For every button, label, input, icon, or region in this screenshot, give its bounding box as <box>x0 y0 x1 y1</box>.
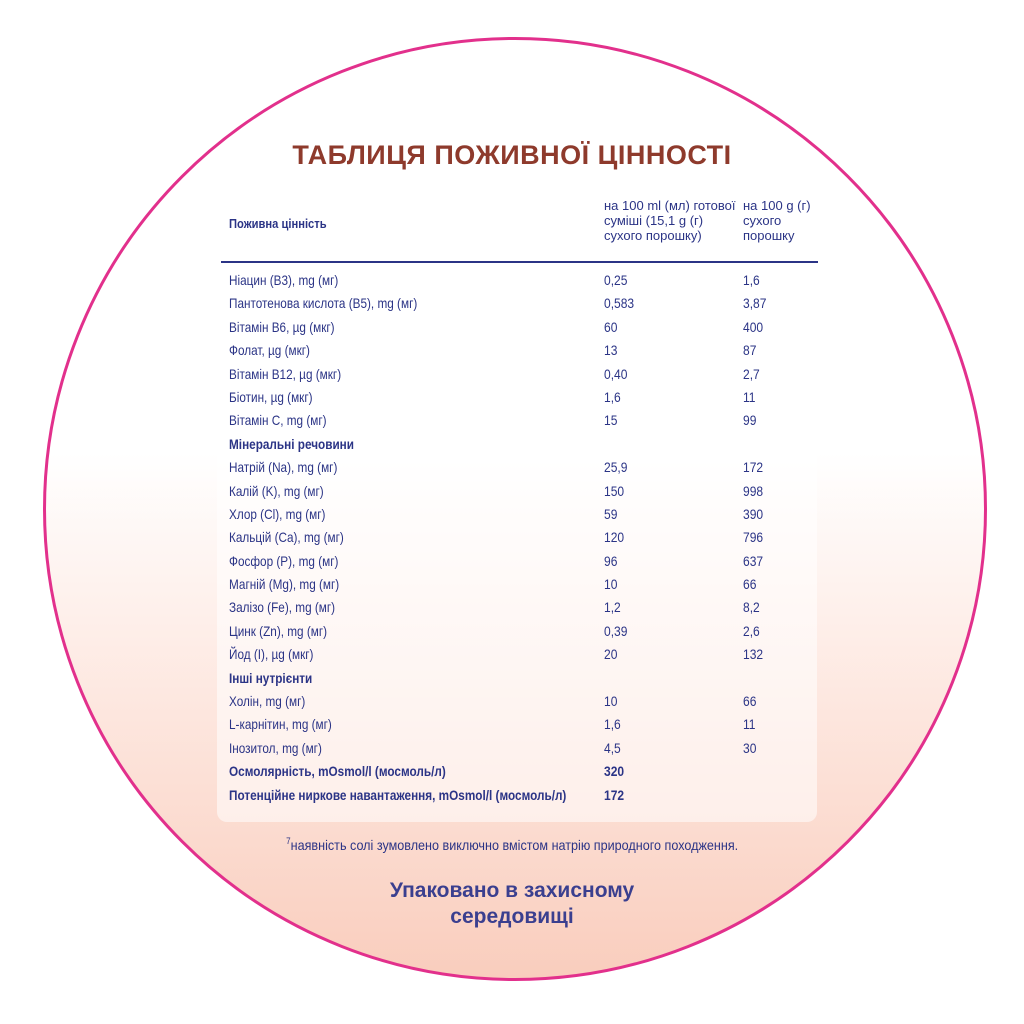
footnote <box>0 836 1024 853</box>
value-per-100g: 1,6 <box>743 272 760 288</box>
table-row <box>0 690 1024 713</box>
nutrient-name: Калій (K), mg (мг) <box>229 482 324 499</box>
value-per-100g: 30 <box>743 739 757 756</box>
value-per-100ml: 20 <box>604 646 618 663</box>
table-row <box>0 643 1024 666</box>
packed-line-2: середовищі <box>450 905 574 928</box>
nutrient-name: Ніацин (B3), mg (мг) <box>229 272 339 288</box>
table-row <box>0 316 1024 339</box>
nutrient-name: L-карнітин, mg (мг) <box>229 716 332 733</box>
value-per-100g: 87 <box>743 342 757 359</box>
value-per-100ml: 59 <box>604 505 618 522</box>
table-row <box>0 784 1024 807</box>
footnote-text: наявність солі зумовлено виключно вмістом натрію природного походження. <box>290 837 739 853</box>
value-per-100g: 637 <box>743 552 764 569</box>
table-row <box>0 573 1024 596</box>
value-per-100g: 998 <box>743 482 764 499</box>
nutrient-name: Біотин, µg (мкг) <box>229 388 313 405</box>
nutrient-name: Натрій (Na), mg (мг) <box>229 459 338 476</box>
table-row <box>0 386 1024 409</box>
value-per-100ml: 172 <box>604 786 625 803</box>
value-per-100ml: 25,9 <box>604 459 628 476</box>
nutrient-name: Інші нутрієнти <box>229 669 313 686</box>
nutrient-name: Інозитол, mg (мг) <box>229 739 322 756</box>
value-per-100ml: 0,25 <box>604 272 628 288</box>
nutrient-name: Осмолярність, mOsmol/l (мосмоль/л) <box>229 763 446 780</box>
nutrient-name: Магній (Mg), mg (мг) <box>229 576 340 593</box>
value-per-100ml: 0,39 <box>604 622 628 639</box>
table-row <box>0 620 1024 643</box>
value-per-100g: 99 <box>743 412 757 429</box>
value-per-100ml: 10 <box>604 693 618 710</box>
table-row <box>0 339 1024 362</box>
header-per-100g: на 100 g (г) сухого порошку <box>743 198 811 243</box>
value-per-100ml: 0,583 <box>604 295 635 312</box>
nutrient-name: Потенційне ниркове навантаження, mOsmol/l (мосмоль/л) <box>229 786 567 803</box>
table-row <box>0 269 1024 292</box>
value-per-100g: 11 <box>743 716 756 733</box>
value-per-100g: 2,6 <box>743 622 760 639</box>
section-heading <box>0 667 1024 690</box>
header-per-100ml: на 100 ml (мл) готової суміші (15,1 g (г) сухого порошку) <box>604 198 736 243</box>
value-per-100ml: 4,5 <box>604 739 621 756</box>
nutrition-table <box>0 269 1024 807</box>
value-per-100g: 400 <box>743 318 764 335</box>
value-per-100g: 390 <box>743 505 764 522</box>
value-per-100g: 8,2 <box>743 599 760 616</box>
nutrient-name: Хлор (Cl), mg (мг) <box>229 505 326 522</box>
table-row <box>0 713 1024 736</box>
value-per-100g: 172 <box>743 459 764 476</box>
value-per-100ml: 1,2 <box>604 599 621 616</box>
value-per-100ml: 96 <box>604 552 618 569</box>
value-per-100g: 66 <box>743 693 757 710</box>
table-row <box>0 409 1024 432</box>
value-per-100ml: 13 <box>604 342 618 359</box>
table-row <box>0 550 1024 573</box>
table-row <box>0 503 1024 526</box>
footnote-mark: 7 <box>285 836 291 846</box>
value-per-100ml: 15 <box>604 412 618 429</box>
value-per-100g: 796 <box>743 529 764 546</box>
nutrient-name: Вітамін C, mg (мг) <box>229 412 327 429</box>
table-row <box>0 480 1024 503</box>
table-row <box>0 737 1024 760</box>
value-per-100ml: 1,6 <box>604 388 621 405</box>
value-per-100ml: 120 <box>604 529 625 546</box>
nutrient-name: Фосфор (P), mg (мг) <box>229 552 339 569</box>
nutrient-name: Вітамін B6, µg (мкг) <box>229 318 335 335</box>
table-row <box>0 596 1024 619</box>
header-divider <box>221 261 818 263</box>
value-per-100g: 132 <box>743 646 764 663</box>
value-per-100ml: 320 <box>604 763 625 780</box>
value-per-100ml: 1,6 <box>604 716 621 733</box>
packed-note <box>0 878 1024 930</box>
nutrient-name: Вітамін B12, µg (мкг) <box>229 365 342 382</box>
nutrient-name: Кальцій (Ca), mg (мг) <box>229 529 344 546</box>
header-nutrient: Поживна цінність <box>229 216 327 231</box>
packed-line-1: Упаковано в захисному <box>389 879 635 902</box>
nutrient-name: Фолат, µg (мкг) <box>229 342 310 359</box>
table-row <box>0 526 1024 549</box>
value-per-100ml: 10 <box>604 576 618 593</box>
value-per-100ml: 150 <box>604 482 625 499</box>
table-row <box>0 760 1024 783</box>
page-title: ТАБЛИЦЯ ПОЖИВНОЇ ЦІННОСТІ <box>292 140 732 170</box>
table-row <box>0 456 1024 479</box>
table-row <box>0 363 1024 386</box>
nutrient-name: Залізо (Fe), mg (мг) <box>229 599 336 616</box>
value-per-100ml: 60 <box>604 318 618 335</box>
table-row <box>0 292 1024 315</box>
nutrient-name: Мінеральні речовини <box>229 435 355 452</box>
nutrient-name: Цинк (Zn), mg (мг) <box>229 622 328 639</box>
value-per-100g: 11 <box>743 388 756 405</box>
nutrient-name: Холін, mg (мг) <box>229 693 306 710</box>
value-per-100g: 3,87 <box>743 295 767 312</box>
nutrient-name: Пантотенова кислота (B5), mg (мг) <box>229 295 418 312</box>
value-per-100g: 2,7 <box>743 365 760 382</box>
nutrient-name: Йод (I), µg (мкг) <box>229 646 314 663</box>
section-heading <box>0 433 1024 456</box>
value-per-100g: 66 <box>743 576 757 593</box>
value-per-100ml: 0,40 <box>604 365 628 382</box>
